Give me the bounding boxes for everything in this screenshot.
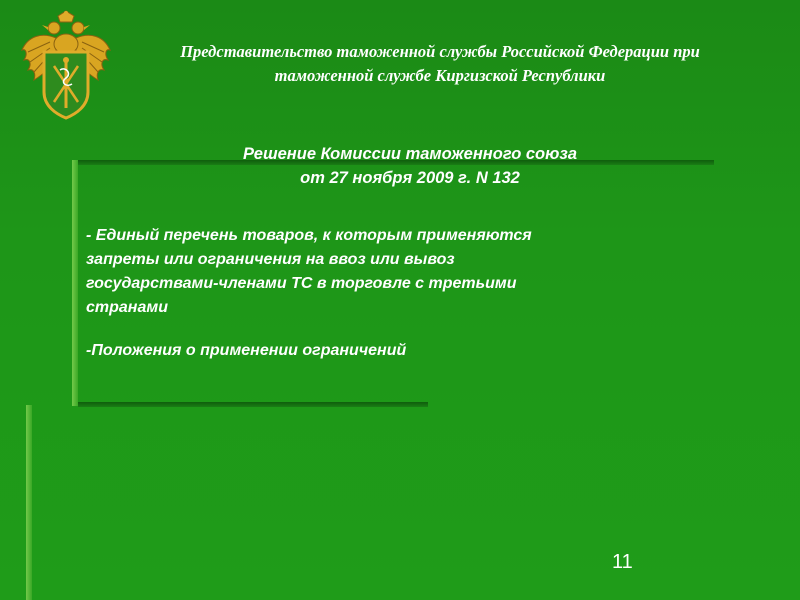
body-item-1-line-3: государствами-членами ТС в торговле с третьими [86,275,517,292]
body-item-2: -Положения о применении ограничений [86,342,407,359]
decor-vertical-line [26,405,32,600]
decision-title [150,142,670,190]
body-item-1-line-1: - Единый перечень товаров, к которым применяются [86,227,532,244]
header-line-1: Представительство таможенной службы Российской Федерации при [180,42,700,61]
body-item-1-line-2: запреты или ограничения на ввоз или вывоз [86,251,455,268]
customs-emblem-icon [20,10,112,120]
body-item-1-line-4: странами [86,299,168,316]
decision-title-line-1: Решение Комиссии таможенного союза [242,145,578,163]
decision-title-line-2: от 27 ноября 2009 г. N 132 [300,169,520,187]
body-item-1 [86,224,686,320]
header-title [115,40,765,88]
frame-bottom-line [78,402,428,407]
frame-left-line [72,160,78,406]
slide-number: 11 [612,551,633,573]
header-line-2: таможенной службе Киргизской Республики [274,66,606,85]
